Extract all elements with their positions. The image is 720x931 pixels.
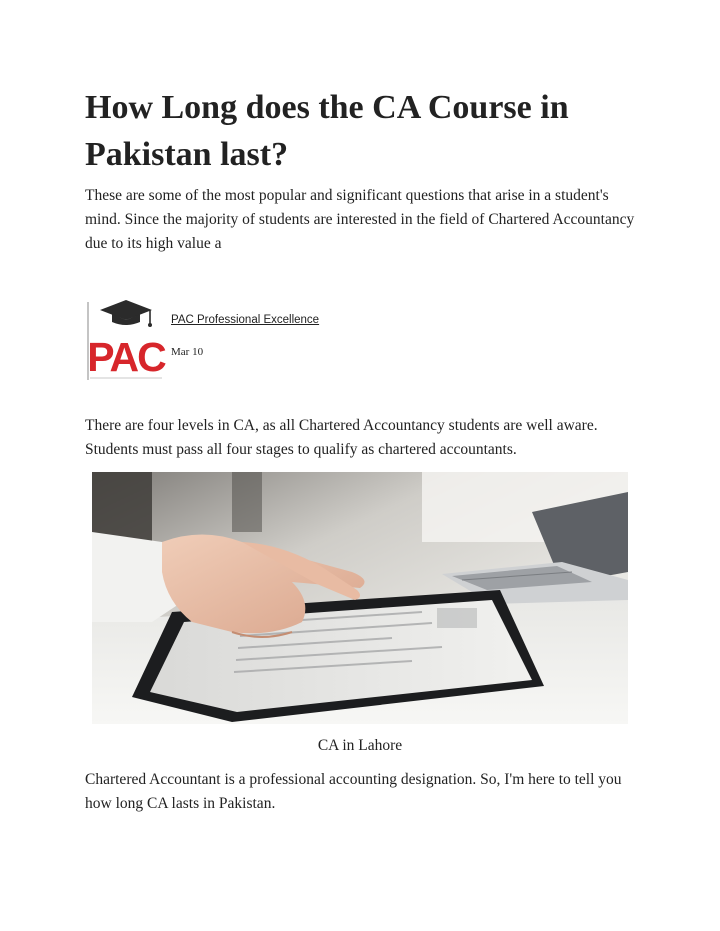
article-photo xyxy=(92,472,628,724)
image-caption: CA in Lahore xyxy=(317,737,403,754)
pac-logo-wordmark: PAC xyxy=(87,334,165,380)
article-intro: These are some of the most popular and significant questions that arise in a student's mind. Since the majority of students are interested in the field of Chartered Accountancy due to its high value a xyxy=(85,187,635,252)
author-name-link[interactable]: PAC Professional Excellence xyxy=(171,314,320,326)
pac-logo-icon xyxy=(86,298,166,382)
author-block xyxy=(86,298,406,382)
author-logo[interactable] xyxy=(86,298,166,382)
body-paragraph-2: Chartered Accountant is a professional accounting designation. So, I'm here to tell you how long CA lasts in Pakistan. xyxy=(85,771,622,812)
tablet-photo-illustration xyxy=(92,472,628,724)
post-date: Mar 10 xyxy=(171,346,204,358)
article-title: How Long does the CA Course in Pakistan last? xyxy=(85,89,569,173)
body-paragraph-1: There are four levels in CA, as all Chartered Accountancy students are well aware. Students must pass all four stages to qualify as chartered accountants. xyxy=(85,417,598,458)
